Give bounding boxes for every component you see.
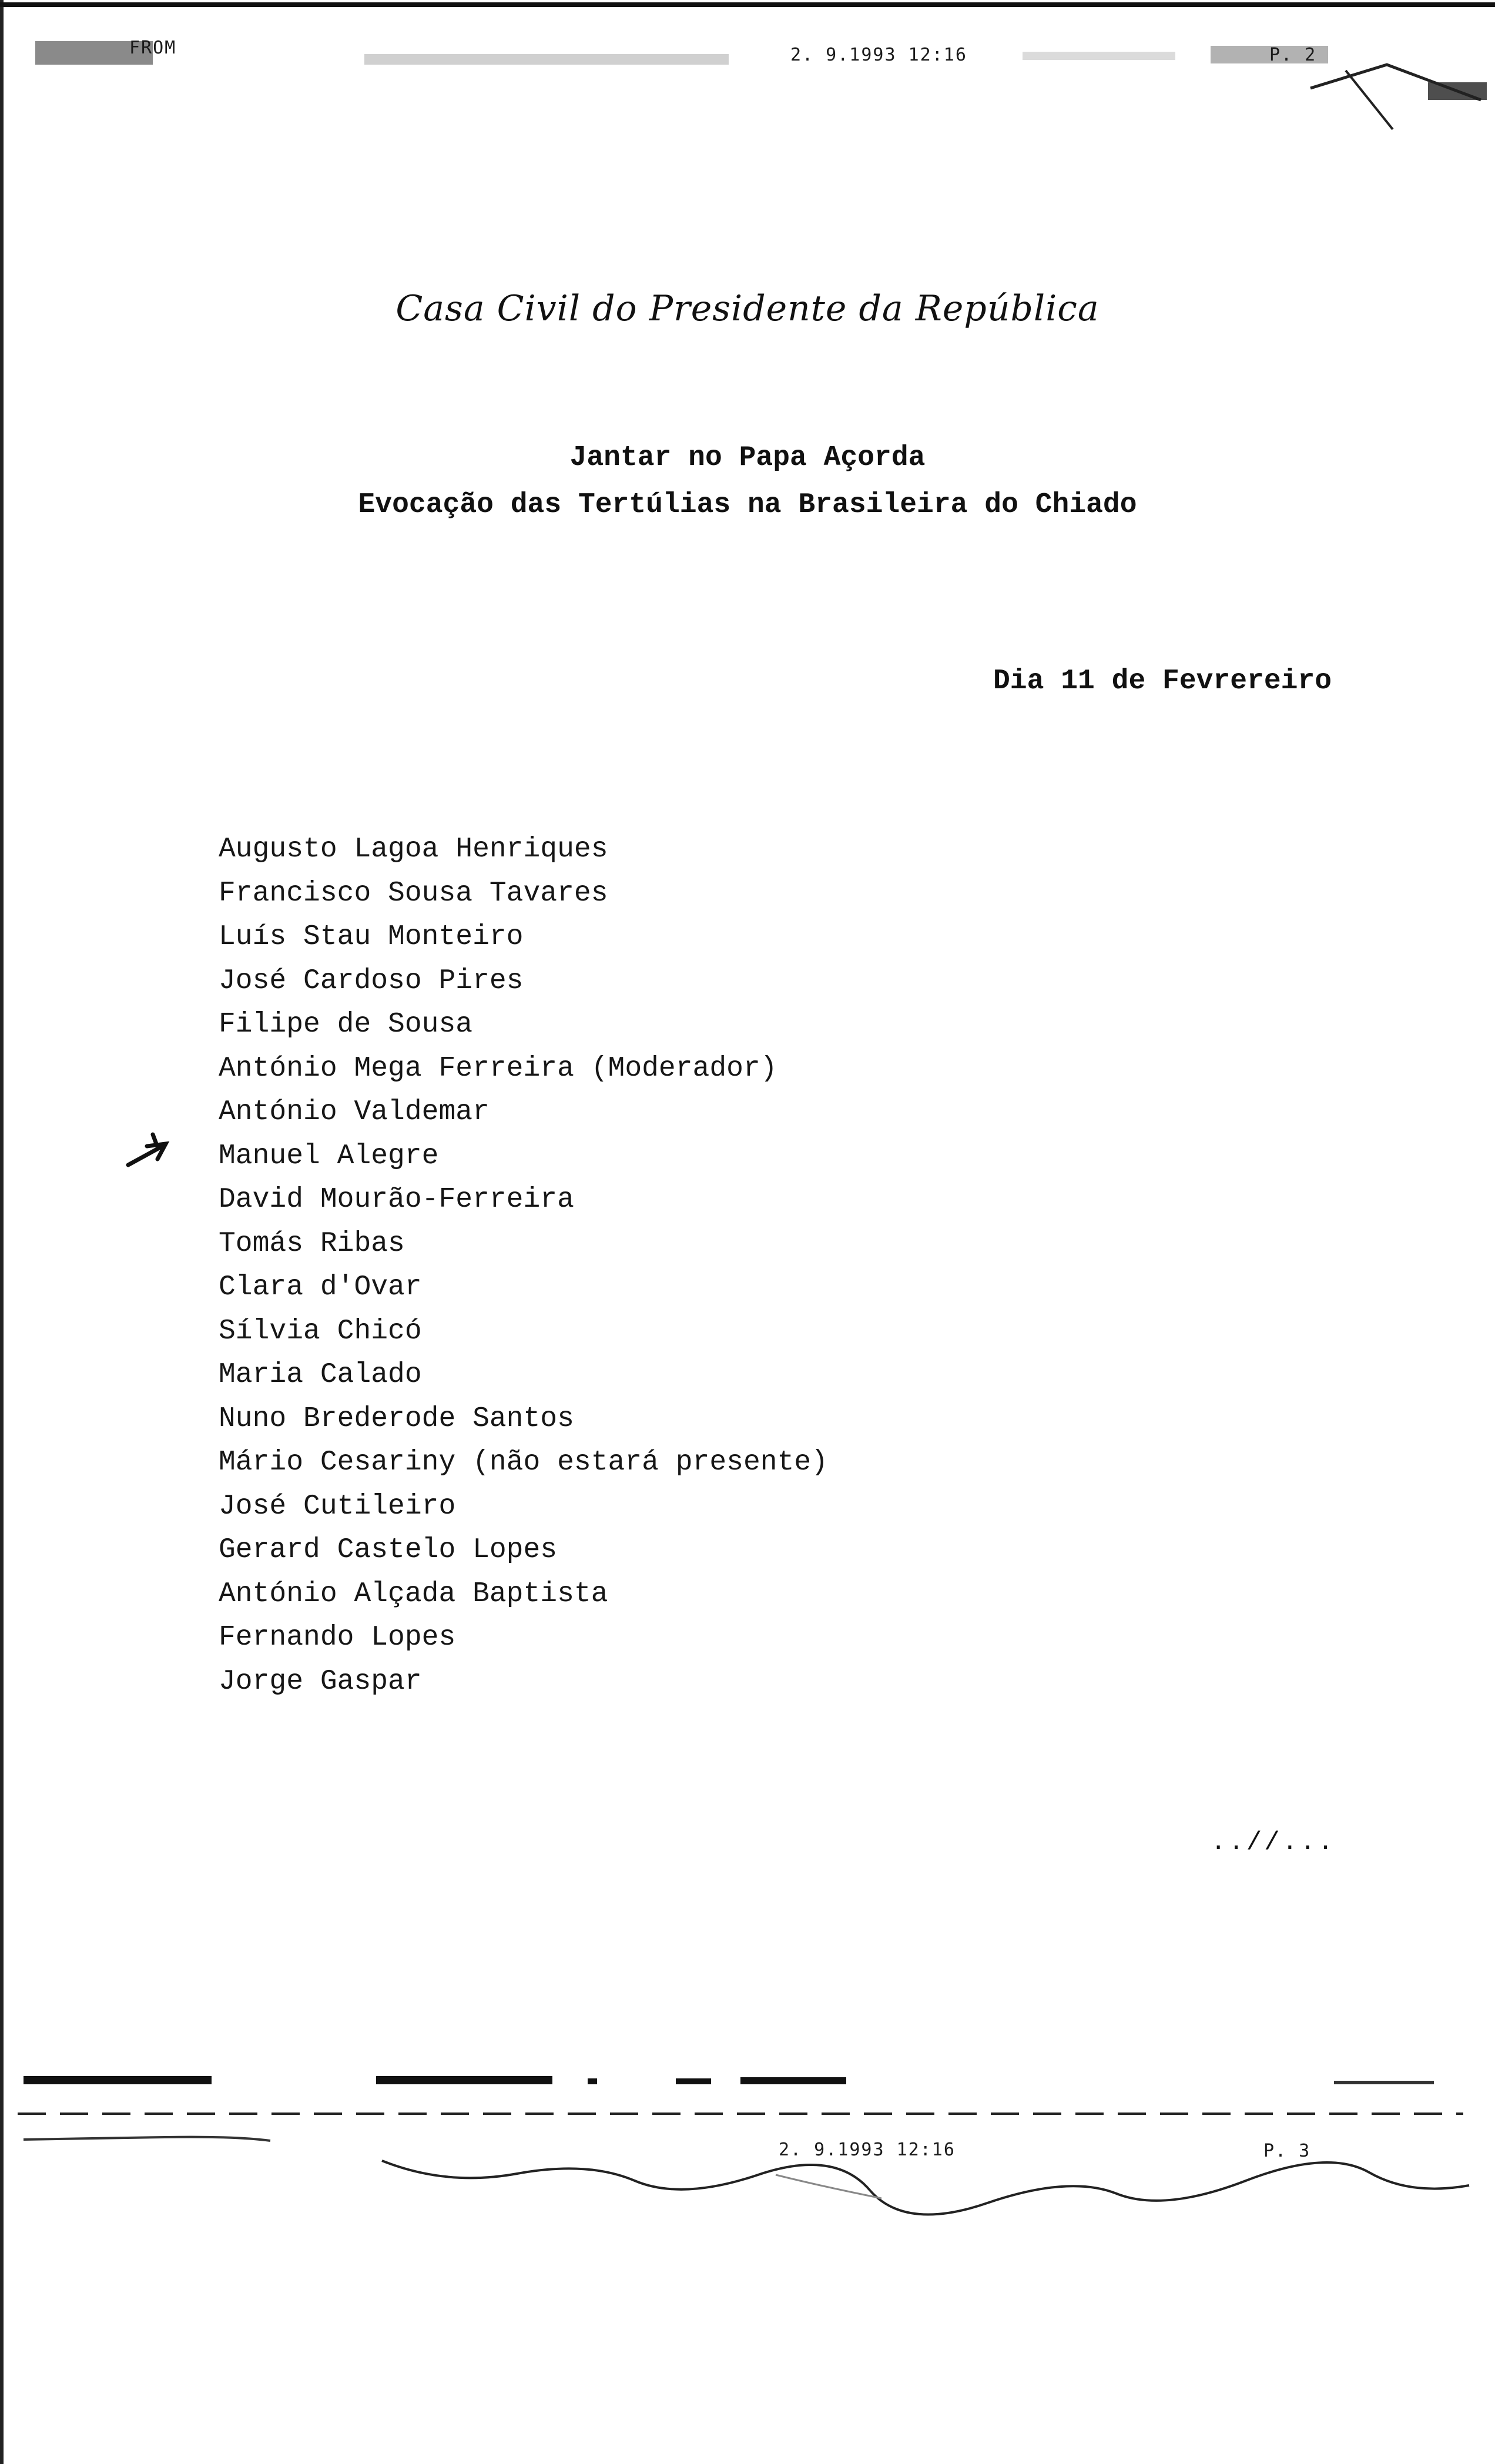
list-item: David Mourão-Ferreira — [219, 1184, 574, 1216]
list-item: Francisco Sousa Tavares — [219, 877, 608, 909]
event-date: Dia 11 de Fevrereiro — [993, 665, 1332, 697]
list-item: Manuel Alegre — [219, 1140, 439, 1172]
list-item: Augusto Lagoa Henriques — [219, 833, 608, 865]
fax-sender: FROM — [129, 38, 177, 58]
list-item: Maria Calado — [219, 1359, 422, 1391]
guest-list — [219, 828, 828, 1703]
title-line-2: Evocação das Tertúlias na Brasileira do Chiado — [358, 489, 1137, 521]
list-item: José Cardoso Pires — [219, 965, 524, 997]
handwritten-arrow-icon — [123, 1129, 182, 1176]
list-item: Fernando Lopes — [219, 1622, 456, 1653]
list-item: Nuno Brederode Santos — [219, 1402, 574, 1435]
list-item: Clara d'Ovar — [219, 1271, 422, 1303]
fax-footer-page: P. 3 — [1263, 2141, 1311, 2161]
title-line-1: Jantar no Papa Açorda — [569, 442, 926, 474]
fax-footer — [0, 2057, 1495, 2251]
list-item: António Alçada Baptista — [219, 1578, 608, 1610]
list-item: Luís Stau Monteiro — [219, 921, 524, 953]
list-item: Sílvia Chicó — [219, 1315, 422, 1347]
list-item: António Mega Ferreira (Moderador) — [219, 1052, 777, 1084]
list-item: Filipe de Sousa — [219, 1009, 473, 1040]
fax-footer-timestamp: 2. 9.1993 12:16 — [779, 2140, 956, 2160]
fax-header-noise — [0, 0, 1495, 141]
fax-header-page: P. 2 — [1269, 45, 1317, 65]
list-item: Mário Cesariny (não estará presente) — [219, 1447, 828, 1478]
letterhead: Casa Civil do Presidente da República — [395, 288, 1100, 329]
fax-header-timestamp: 2. 9.1993 12:16 — [790, 45, 967, 65]
list-item: José Cutileiro — [219, 1490, 456, 1522]
list-item: Jorge Gaspar — [219, 1665, 422, 1698]
list-item: António Valdemar — [219, 1096, 490, 1128]
list-item: Tomás Ribas — [219, 1227, 405, 1260]
fax-header — [0, 0, 1495, 141]
list-item: Gerard Castelo Lopes — [219, 1534, 558, 1566]
continuation-mark: ..//... — [1211, 1828, 1336, 1857]
